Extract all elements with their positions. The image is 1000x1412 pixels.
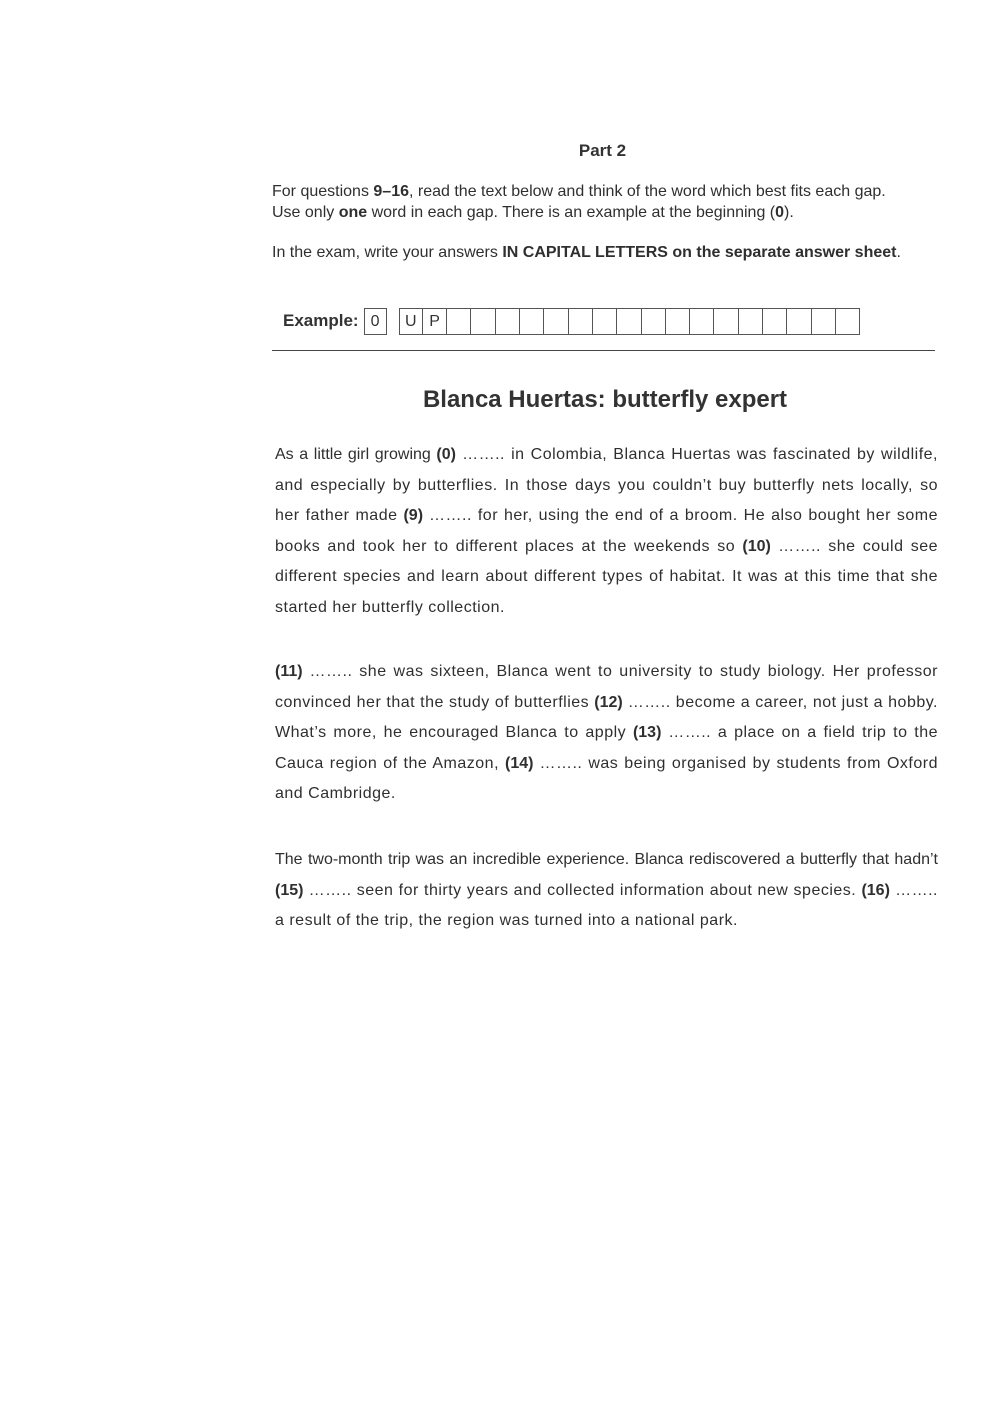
example-number-box: 0 [364,308,387,335]
paragraph-text: The two-month trip was an incredible experience. Blanca rediscovered a butterfly that hadn’t [275,851,938,868]
example-letter-box [569,308,593,335]
paragraph-text: …….. seen for thirty years and collected information about new species. [303,881,862,899]
divider-line [272,350,935,351]
paragraph-text: …….. become a career, not just a hobby. What’s more, he encouraged Blanca to apply [275,693,939,741]
gap-number: (9) [403,507,424,524]
instructions-emphasis: one [338,204,368,221]
gap-number: (15) [275,881,304,899]
instructions-text: . [896,244,901,261]
example-letter-box [496,308,520,335]
article-paragraph-3 [275,845,938,937]
example-letter-box [763,308,787,335]
example-letter-box [520,308,544,335]
example-letter-box [714,308,738,335]
example-letter-box: U [399,308,423,335]
example-row [283,304,860,338]
paragraph-text: …….. in Colombia, Blanca Huertas was fascinated by wildlife, and especially by butterflies. In those days you couldn’t buy butterfly nets locally, so her father made [275,446,938,524]
gap-number: (11) [275,663,303,680]
example-letter-box [836,308,860,335]
paragraph-text: As a little girl growing [275,446,437,463]
paragraph-text: …….. a place on a field trip to the Cauca region of the Amazon, [275,724,939,772]
article-title: Blanca Huertas: butterfly expert [422,386,788,413]
gap-number: (16) [861,881,890,899]
example-letter-box [690,308,714,335]
instructions-paragraph-1 [272,181,912,223]
paragraph-text: …….. she was sixteen, Blanca went to university to study biology. Her professor convinced her that the study of butterflies [275,663,938,711]
example-label: Example: [283,311,359,330]
gap-number: (10) [742,537,771,555]
instructions-paragraph-2 [272,242,912,263]
instructions-emphasis: IN CAPITAL LETTERS on the separate answer sheet [502,244,897,261]
example-letter-box: P [423,308,447,335]
example-letter-box [739,308,763,335]
example-letter-box [642,308,666,335]
part-title: Part 2 [578,141,627,160]
gap-number: (13) [632,724,662,741]
example-letter-box [447,308,471,335]
instructions-emphasis: 0 [775,204,785,221]
example-letter-box [666,308,690,335]
example-letter-box [812,308,836,335]
example-letter-box [617,308,641,335]
paragraph-text: …….. for her, using the end of a broom. He also bought her some books and took her to different places at the weekends so [275,507,939,555]
instructions-text: ). [784,204,794,221]
instructions-text: word in each gap. There is an example at the beginning ( [367,204,776,221]
question-range: 9–16 [373,183,409,200]
article-paragraph-1 [275,440,938,623]
gap-number: (14) [505,754,534,772]
article-paragraph-2 [275,657,938,810]
gap-number: (12) [594,693,623,711]
paragraph-text: …….. was being organised by students from Oxford and Cambridge. [275,754,938,802]
example-letter-box [544,308,568,335]
paragraph-text: …….. she could see different species and learn about different types of habitat. It was at this time that she started her butterfly collection. [275,537,938,616]
paragraph-text: …….. a result of the trip, the region was turned into a national park. [275,881,938,929]
instructions-text: In the exam, write your answers [272,244,503,261]
example-letter-box [787,308,811,335]
instructions-text: , read the text below and think of the word which best fits each gap. Use only [272,183,886,221]
example-letter-box [471,308,495,335]
example-answer-boxes [399,308,861,335]
gap-number: (0) [436,446,456,463]
instructions-text: For questions [272,183,374,200]
example-letter-box [593,308,617,335]
